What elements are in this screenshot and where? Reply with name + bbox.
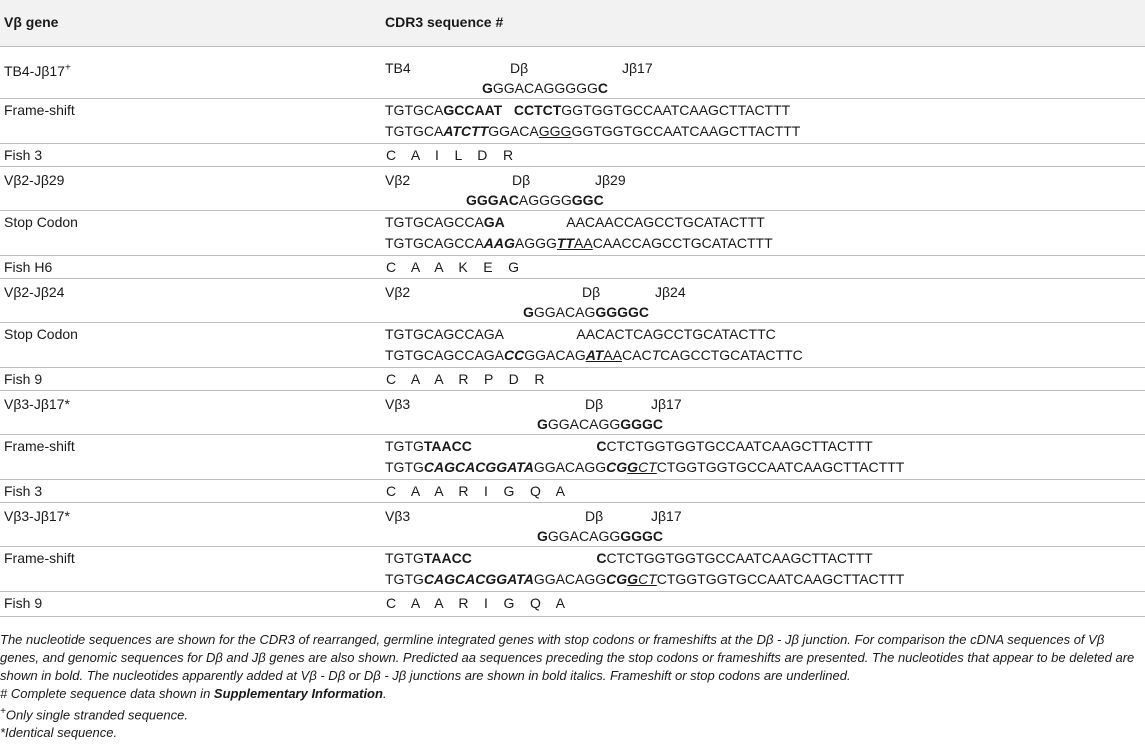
ref-tb4: TB4 [385, 60, 411, 76]
row-divider [0, 479, 1145, 480]
sequence-line: TGTGCAGCACGGATAGGACAGGCGGCTCTGGTGGTGCCAATCAAGCTTACTTT [385, 459, 905, 475]
row-divider [0, 143, 1145, 144]
ref-jb17: Jβ17 [651, 396, 682, 412]
supplementary-link[interactable]: Supplementary Information [213, 686, 383, 701]
table-header [0, 0, 1145, 46]
row-label-fish-9: Fish 9 [4, 371, 43, 387]
row-label-stop-codon: Stop Codon [4, 326, 78, 342]
row-label-vb2-jb29: Vβ2-Jβ29 [4, 172, 65, 188]
sequence-line: TGTGCAGCCAGA AACACTCAGCCTGCATACTTC [385, 326, 776, 342]
ref-jb29: Jβ29 [595, 172, 626, 188]
aa-sequence: C A I L D R [386, 147, 514, 163]
aa-sequence: C A A R P D R [386, 371, 545, 387]
footnote-star: *Identical sequence. [0, 725, 118, 741]
ref-vb2: Vβ2 [385, 172, 411, 188]
sequence-line: TGTGTAACC CCTCTGGTGGTGCCAATCAAGCTTACTTT [385, 550, 873, 566]
sequence-line: TGTGTAACC CCTCTGGTGGTGCCAATCAAGCTTACTTT [385, 438, 873, 454]
ref-vb3: Vβ3 [385, 396, 411, 412]
ref-db: Dβ [512, 172, 531, 188]
row-divider [0, 210, 1145, 211]
row-label-frame-shift: Frame-shift [4, 438, 75, 454]
row-divider [0, 255, 1145, 256]
ref-jb24: Jβ24 [655, 284, 686, 300]
row-divider [0, 98, 1145, 99]
sequence-line: TGTGCAGCACGGATAGGACAGGCGGCTCTGGTGGTGCCAATCAAGCTTACTTT [385, 571, 905, 587]
row-label-stop-codon: Stop Codon [4, 214, 78, 230]
row-label-fish-3: Fish 3 [4, 483, 43, 499]
row-label-tb4-jb17: TB4-Jβ17+ [4, 62, 71, 79]
sequence-line: TGTGCAGCCAAT CCTCTGGTGGTGCCAATCAAGCTTACTTT [385, 102, 791, 118]
row-divider [0, 278, 1145, 279]
row-divider [0, 434, 1145, 435]
row-label-vb3-jb17: Vβ3-Jβ17* [4, 396, 70, 412]
sequence-line: TGTGCAATCTTGGACAGGGGGTGGTGCCAATCAAGCTTACTTT [385, 123, 801, 139]
row-divider [0, 502, 1145, 503]
row-label-vb3-jb17: Vβ3-Jβ17* [4, 508, 70, 524]
row-divider [0, 390, 1145, 391]
footnote-main: The nucleotide sequences are shown for the CDR3 of rearranged, germline integrated genes with stop codons or frameshifts at the Dβ - Jβ junction. For comparison the cDNA sequences of Vβ genes, and genomic sequences for Dβ and Jβ genes are also shown. Predicted aa sequences preceding the stop codons or frameshifts are presented. The nucleotides that appear to be deleted are shown in bold. The nucleotides apparently added at Vβ - Dβ or Dβ - Jβ junctions are shown in bold italics. Frameshift or stop codons are underlined. [0, 632, 1135, 683]
row-divider [0, 546, 1145, 547]
header-cdr3-sequence: CDR3 sequence # [385, 14, 504, 30]
row-divider [0, 591, 1145, 592]
ref-db: Dβ [585, 396, 604, 412]
row-label-fish-h6: Fish H6 [4, 259, 53, 275]
row-divider [0, 367, 1145, 368]
ref-jb17: Jβ17 [651, 508, 682, 524]
row-label-frame-shift: Frame-shift [4, 102, 75, 118]
germline-db: GGGACAGGGGGGC [466, 192, 604, 208]
row-label-vb2-jb24: Vβ2-Jβ24 [4, 284, 65, 300]
ref-db: Dβ [582, 284, 601, 300]
ref-vb3: Vβ3 [385, 508, 411, 524]
row-label-fish-3: Fish 3 [4, 147, 43, 163]
germline-db: GGGACAGGGGGC [523, 304, 650, 320]
aa-sequence: C A A R I G Q A [386, 595, 565, 611]
table-bottom-rule [0, 616, 1145, 617]
germline-db: GGGACAGGGGGC [482, 80, 609, 96]
table-footnotes [0, 631, 1141, 742]
row-divider [0, 166, 1145, 167]
aa-sequence: C A A K E G [386, 259, 520, 275]
aa-sequence: C A A R I G Q A [386, 483, 565, 499]
row-divider [0, 46, 1145, 47]
row-divider [0, 322, 1145, 323]
ref-db: Dβ [510, 60, 529, 76]
ref-db: Dβ [585, 508, 604, 524]
germline-db: GGGACAGGGGGC [537, 416, 664, 432]
footnote-plus: +Only single stranded sequence. [0, 706, 188, 723]
sequence-line: TGTGCAGCCAAAGAGGGTTAACAACCAGCCTGCATACTTT [385, 235, 773, 251]
sequence-line: TGTGCAGCCAGA AACAACCAGCCTGCATACTTT [385, 214, 765, 230]
ref-vb2: Vβ2 [385, 284, 411, 300]
row-label-fish-9: Fish 9 [4, 595, 43, 611]
sequence-line: TGTGCAGCCAGACCGGACAGATAACACTCAGCCTGCATACTTC [385, 347, 803, 363]
germline-db: GGGACAGGGGGC [537, 528, 664, 544]
header-vb-gene: Vβ gene [4, 14, 59, 30]
row-label-frame-shift: Frame-shift [4, 550, 75, 566]
ref-jb17: Jβ17 [622, 60, 653, 76]
footnote-hash: # Complete sequence data shown in Supplementary Information. [0, 686, 387, 701]
